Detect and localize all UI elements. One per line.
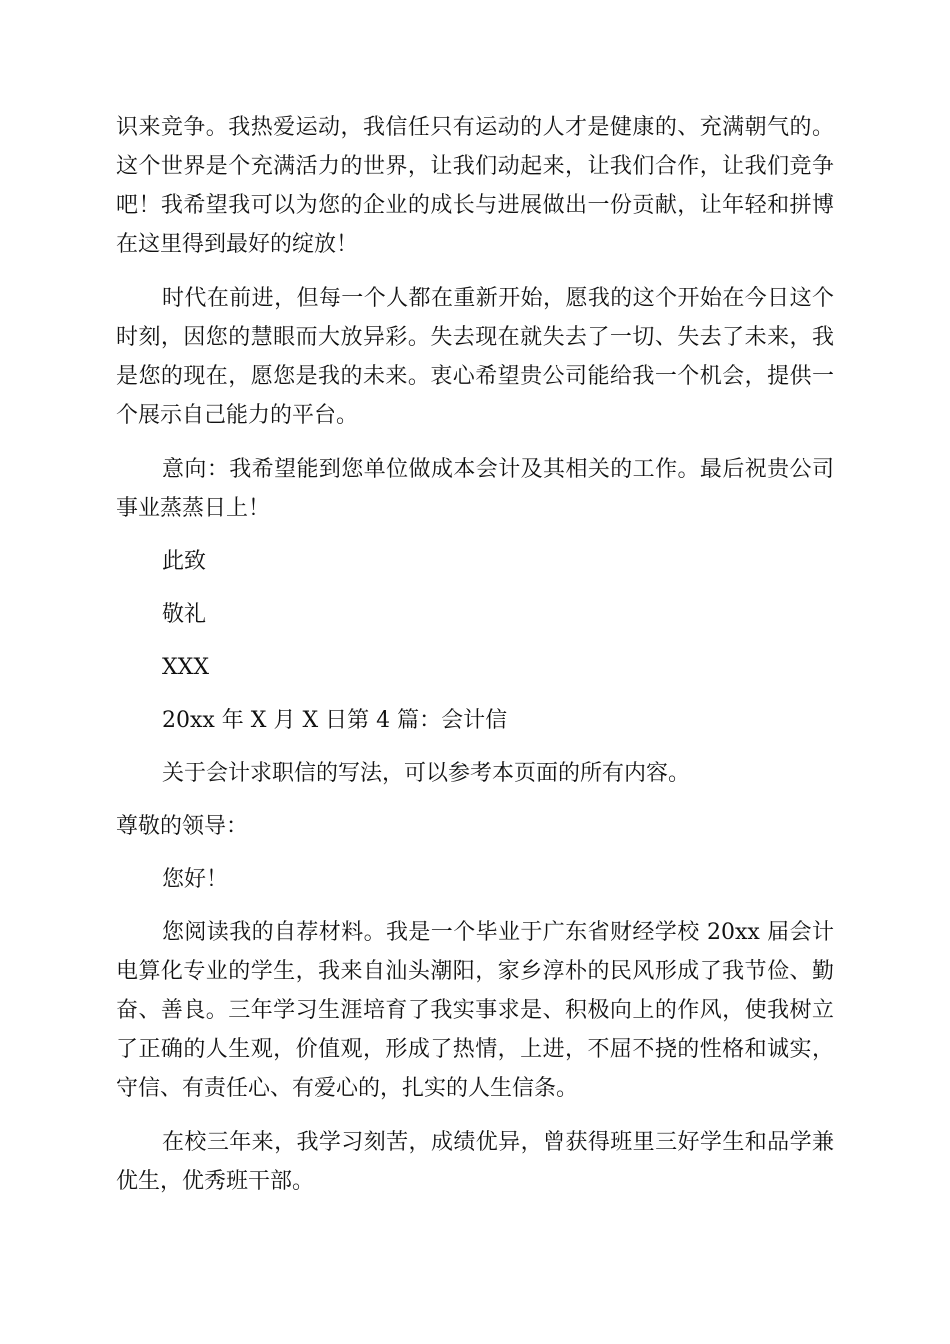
date-and-section-title: 20xx 年 X 月 X 日第 4 篇：会计信 — [162, 708, 508, 733]
section-intro: 关于会计求职信的写法，可以参考本页面的所有内容。 — [162, 761, 691, 786]
paragraph-intro-continuation: 识来竞争。我热爱运动，我信任只有运动的人才是健康的、充满朝气的。这个世界是个充满活力的世界，让我们动起来，让我们合作，让我们竞争吧！我希望我可以为您的企业的成长与进展做出一份贡献，让年轻和拼博在这里得到最好的绽放！ — [116, 115, 834, 257]
signature-name: XXX — [162, 655, 209, 680]
closing-regards: 敬礼 — [162, 602, 207, 627]
closing-salutation: 此致 — [162, 549, 207, 574]
document-page — [116, 108, 834, 1201]
paragraph-era: 时代在前进，但每一个人都在重新开始，愿我的这个开始在今日这个时刻，因您的慧眼而大放异彩。失去现在就失去了一切、失去了未来，我是您的现在，愿您是我的未来。衷心希望贵公司能给我一个机会，提供一个展示自己能力的平台。 — [116, 286, 834, 428]
paragraph-intention: 意向：我希望能到您单位做成本会计及其相关的工作。最后祝贵公司事业蒸蒸日上！ — [116, 457, 834, 521]
paragraph-self-introduction: 您阅读我的自荐材料。我是一个毕业于广东省财经学校 20xx 届会计电算化专业的学生，我来自汕头潮阳，家乡淳朴的民风形成了我节俭、勤奋、善良。三年学习生涯培育了我实事求是、积极向上的作风，使我树立了正确的人生观，价值观，形成了热情，上进，不屈不挠的性格和诚实，守信、有责任心、有爱心的，扎实的人生信条。 — [116, 920, 834, 1101]
greeting-recipient: 尊敬的领导： — [116, 814, 249, 839]
greeting-hello: 您好！ — [162, 867, 229, 892]
paragraph-school-achievements: 在校三年来，我学习刻苦，成绩优异，曾获得班里三好学生和品学兼优生，优秀班干部。 — [116, 1130, 834, 1194]
